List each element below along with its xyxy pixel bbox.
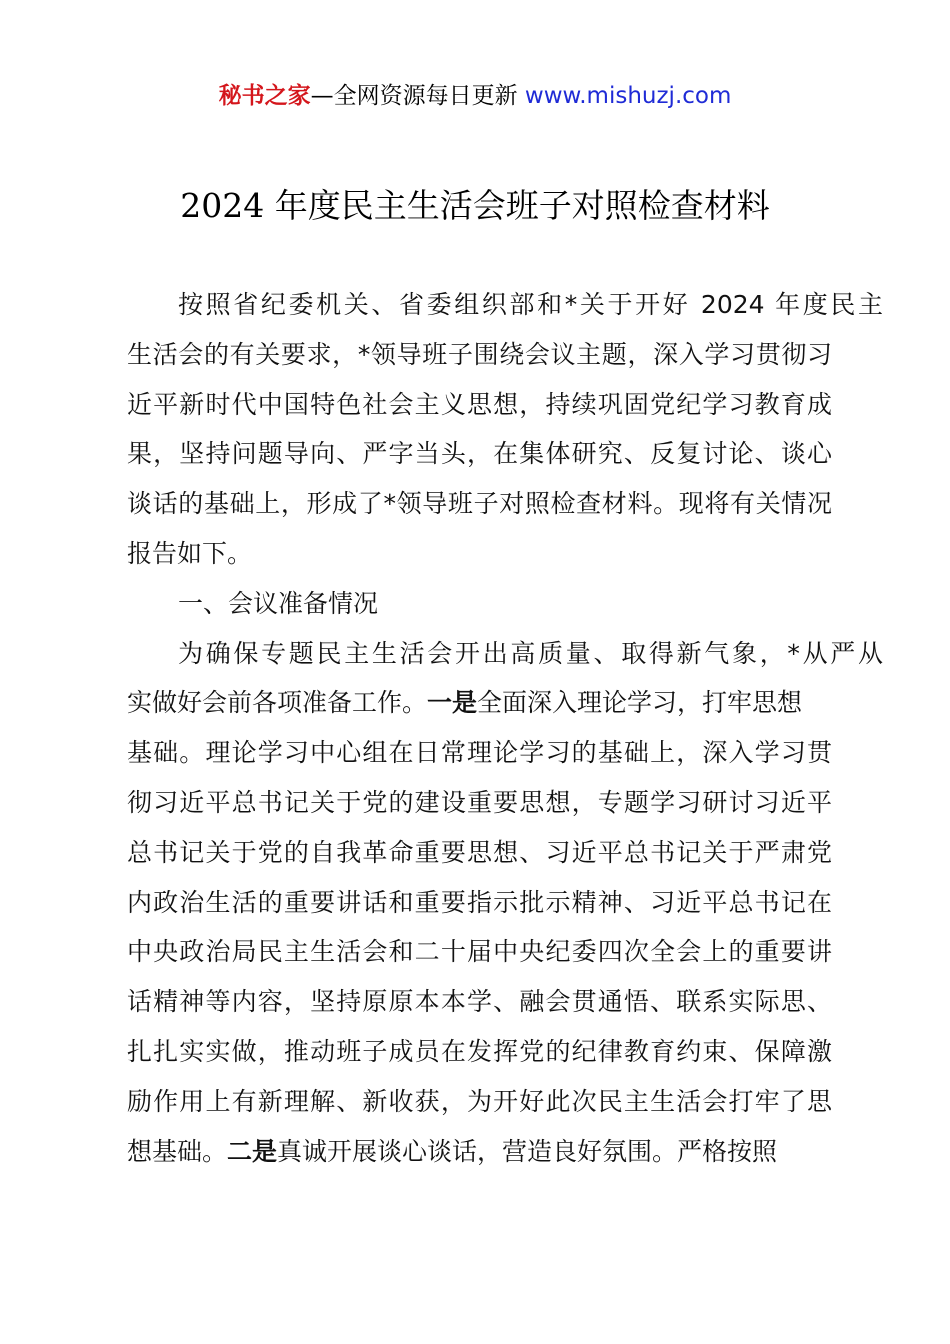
paragraph-line bbox=[127, 678, 837, 728]
document-title: 2024 年度民主生活会班子对照检查材料 bbox=[180, 186, 770, 225]
brand-name: 秘书之家 bbox=[218, 83, 311, 109]
paragraph-line: 谈话的基础上，形成了*领导班子对照检查材料。现将有关情况 bbox=[127, 489, 832, 519]
paragraph-line: 总书记关于党的自我革命重要思想、习近平总书记关于严肃党 bbox=[127, 837, 832, 867]
paragraph-line: 中央政治局民主生活会和二十届中央纪委四次全会上的重要讲 bbox=[127, 937, 832, 967]
document-body bbox=[127, 280, 883, 1176]
paragraph-line: 果，坚持问题导向、严字当头，在集体研究、反复讨论、谈心 bbox=[127, 439, 832, 469]
section-heading: 一、会议准备情况 bbox=[178, 588, 379, 618]
site-header bbox=[0, 80, 950, 112]
paragraph-line: 按照省纪委机关、省委组织部和*关于开好 2024 年度民主 bbox=[178, 290, 883, 319]
paragraph-line: 话精神等内容，坚持原原本本学、融会贯通悟、联系实际思、 bbox=[127, 987, 832, 1017]
site-url-link[interactable]: www.mishuzj.com bbox=[524, 83, 732, 109]
bold-marker: 一是 bbox=[427, 688, 478, 718]
line-text: 想基础。 bbox=[127, 1136, 228, 1166]
paragraph-line: 报告如下。 bbox=[127, 538, 253, 568]
paragraph-line: 扎扎实实做，推动班子成员在发挥党的纪律教育约束、保障激 bbox=[127, 1036, 832, 1066]
paragraph-line bbox=[127, 1127, 837, 1177]
header-tagline: —全网资源每日更新 bbox=[310, 83, 525, 109]
line-text: 全面深入理论学习，打牢思想 bbox=[477, 688, 803, 718]
line-text: 实做好会前各项准备工作。 bbox=[127, 688, 428, 718]
paragraph-line: 生活会的有关要求，*领导班子围绕会议主题，深入学习贯彻习 bbox=[127, 339, 832, 369]
line-text: 真诚开展谈心谈话，营造良好氛围。严格按照 bbox=[277, 1136, 778, 1166]
paragraph-line: 励作用上有新理解、新收获，为开好此次民主生活会打牢了思 bbox=[127, 1086, 832, 1116]
paragraph-line: 基础。理论学习中心组在日常理论学习的基础上，深入学习贯 bbox=[127, 738, 832, 768]
bold-marker: 二是 bbox=[227, 1136, 278, 1166]
paragraph-line: 彻习近平总书记关于党的建设重要思想，专题学习研讨习近平 bbox=[127, 787, 832, 817]
paragraph-line: 为确保专题民主生活会开出高质量、取得新气象，*从严从 bbox=[178, 638, 883, 668]
paragraph-line: 近平新时代中国特色社会主义思想，持续巩固党纪学习教育成 bbox=[127, 389, 832, 419]
paragraph-line: 内政治生活的重要讲话和重要指示批示精神、习近平总书记在 bbox=[127, 887, 832, 917]
